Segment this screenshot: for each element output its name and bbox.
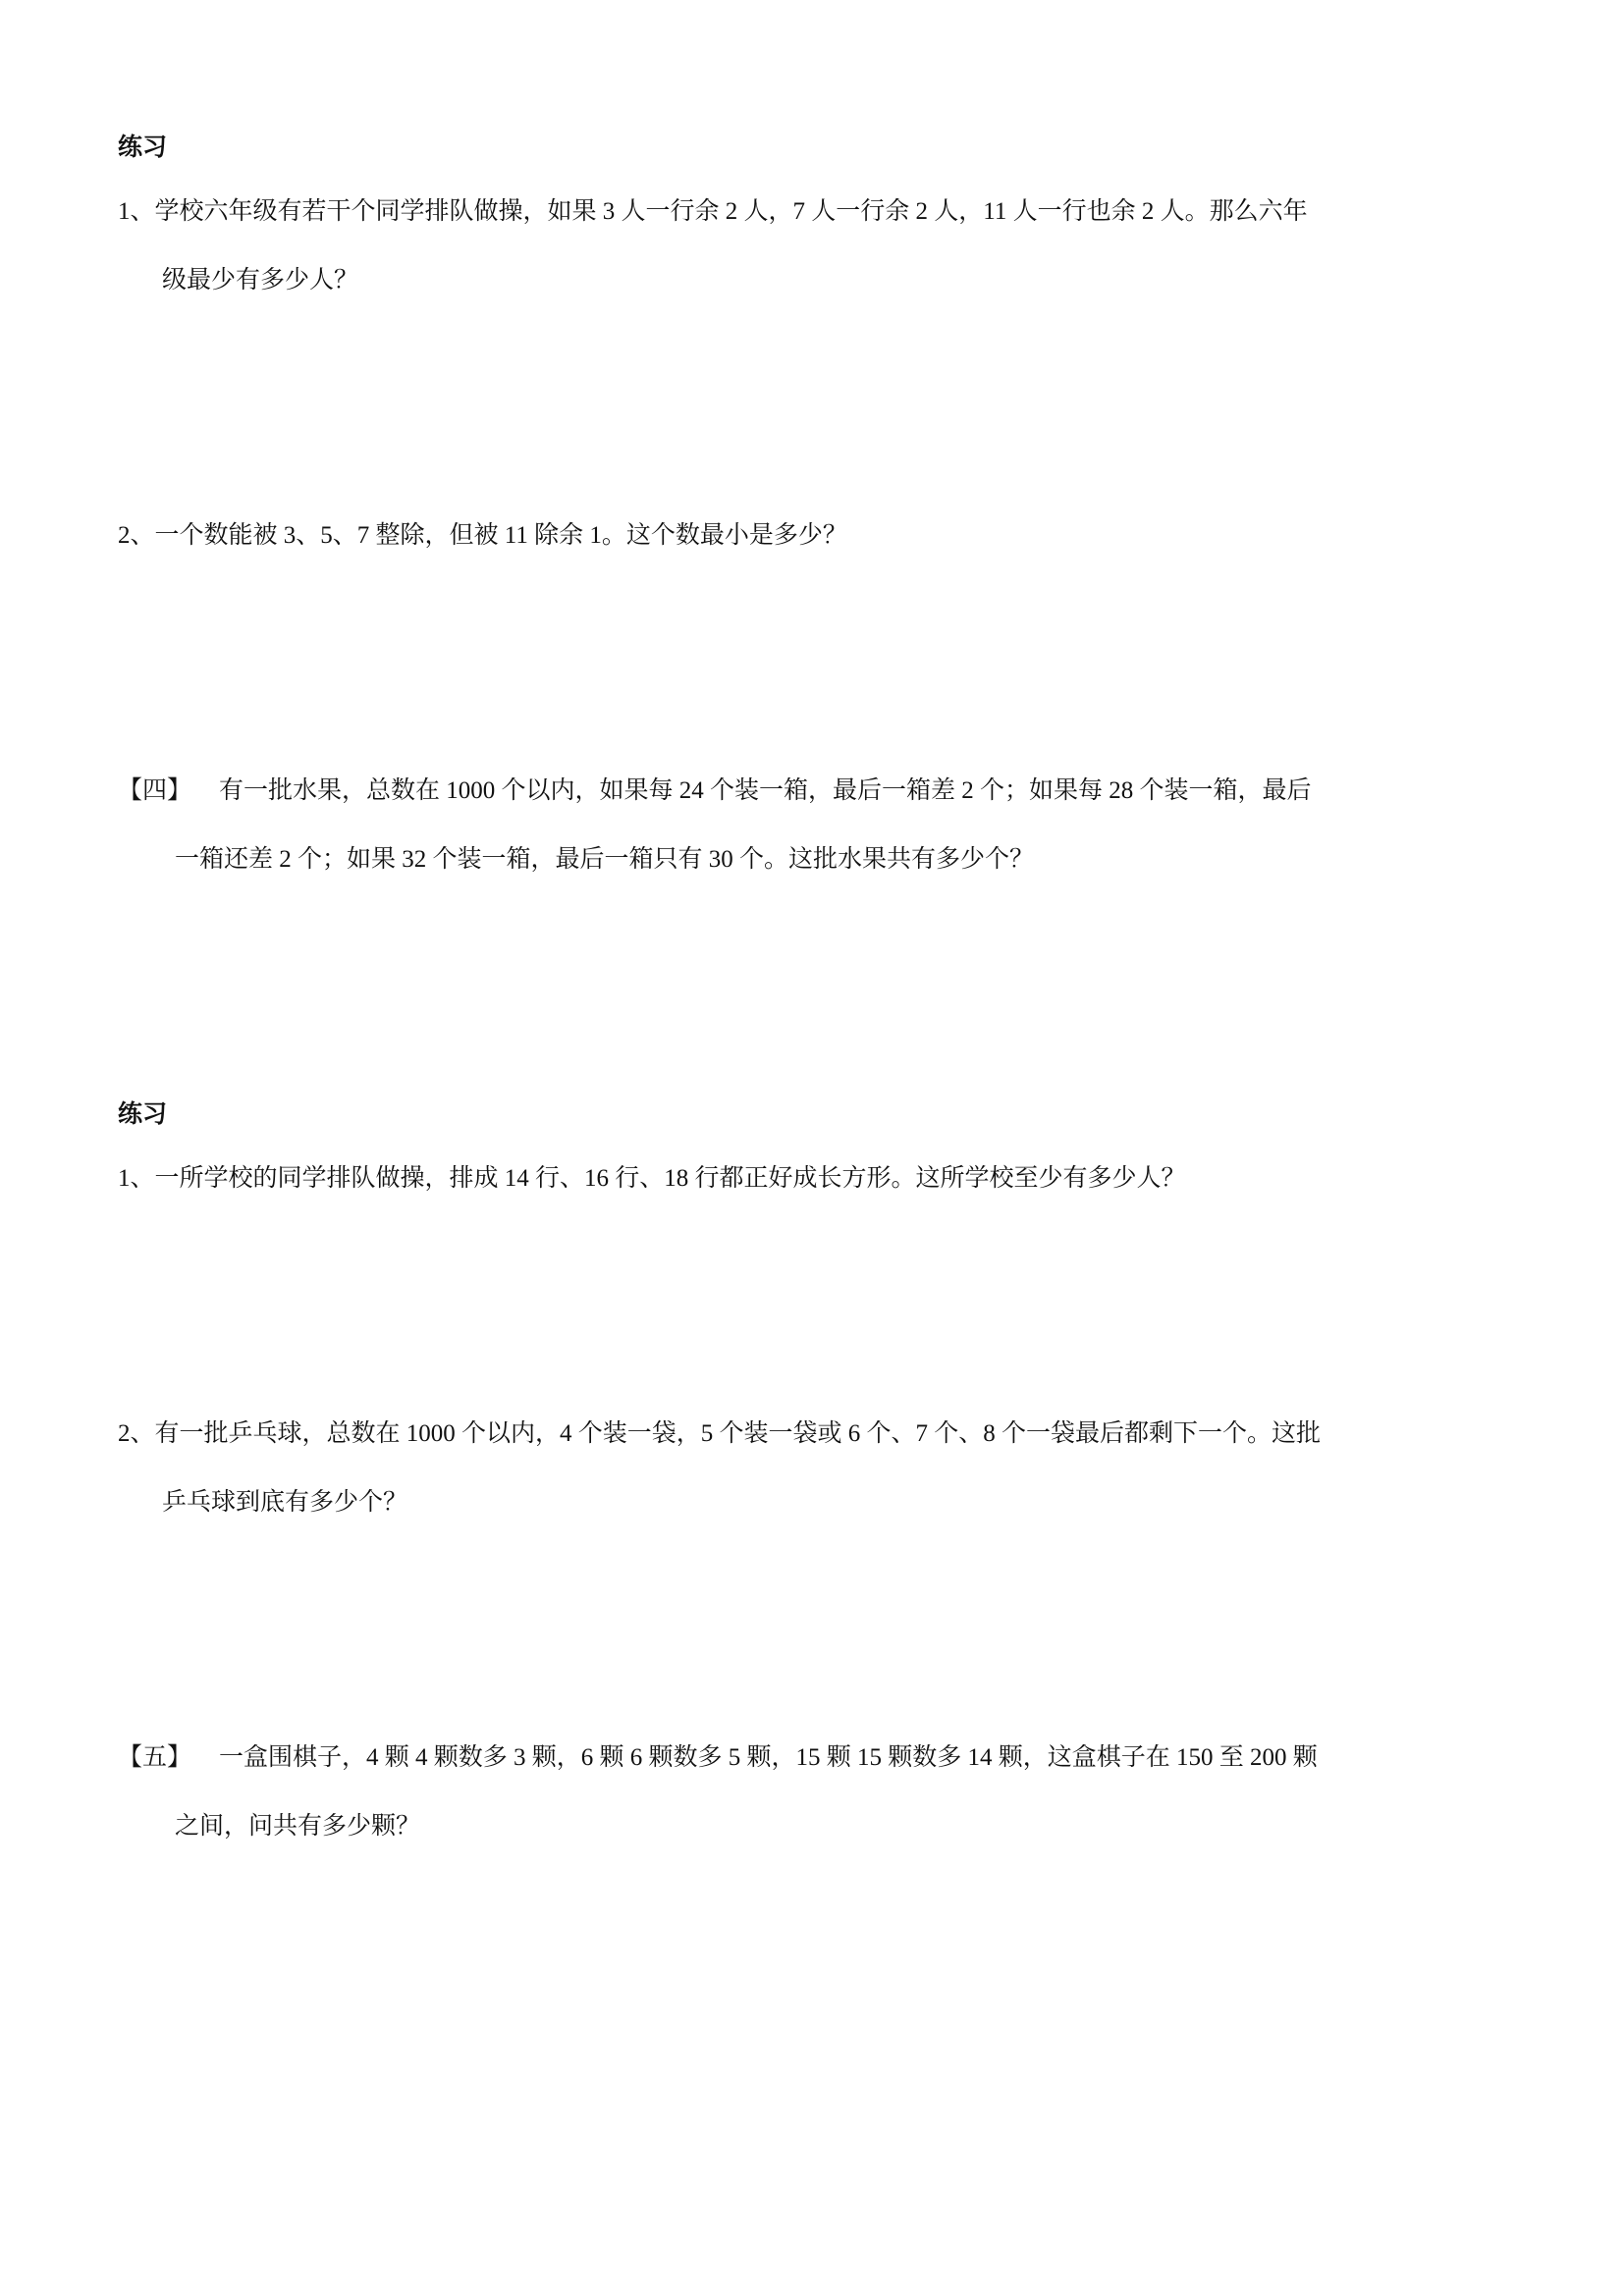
example-5-line-1 — [118, 1745, 1318, 1770]
problem-2-line-1: 2、一个数能被 3、5、7 整除，但被 11 除余 1。这个数最小是多少？ — [118, 522, 847, 549]
example-5-line-2: 之间，问共有多少颗？ — [175, 1813, 421, 1840]
example-text: 有一批水果，总数在 1000 个以内，如果每 24 个装一箱，最后一箱差 2 个；如果每 28 个装一箱，最后 — [219, 777, 1312, 804]
problem-2-line-2: 乒乓球到底有多少个？ — [162, 1489, 408, 1516]
example-label: 【五】 — [118, 1744, 192, 1771]
problem-2-line-1: 2、有一批乒乓球，总数在 1000 个以内，4 个装一袋，5 个装一袋或 6 个、7 个、8 个一袋最后都剩下一个。这批 — [118, 1420, 1322, 1447]
example-label: 【四】 — [118, 777, 192, 804]
section-heading: 练习 — [118, 1101, 168, 1128]
example-4-line-1 — [118, 778, 1312, 803]
example-4-line-2: 一箱还差 2 个；如果 32 个装一箱，最后一箱只有 30 个。这批水果共有多少个？ — [175, 846, 1035, 873]
example-text: 一盒围棋子，4 颗 4 颗数多 3 颗，6 颗 6 颗数多 5 颗，15 颗 15 颗数多 14 颗，这盒棋子在 150 至 200 颗 — [219, 1744, 1318, 1771]
problem-1-line-1: 1、一所学校的同学排队做操，排成 14 行、16 行、18 行都正好成长方形。这所学校至少有多少人？ — [118, 1165, 1186, 1192]
problem-1-line-2: 级最少有多少人？ — [162, 267, 359, 294]
problem-1-line-1: 1、学校六年级有若干个同学排队做操，如果 3 人一行余 2 人，7 人一行余 2 人，11 人一行也余 2 人。那么六年 — [118, 198, 1308, 225]
section-heading: 练习 — [118, 134, 168, 161]
